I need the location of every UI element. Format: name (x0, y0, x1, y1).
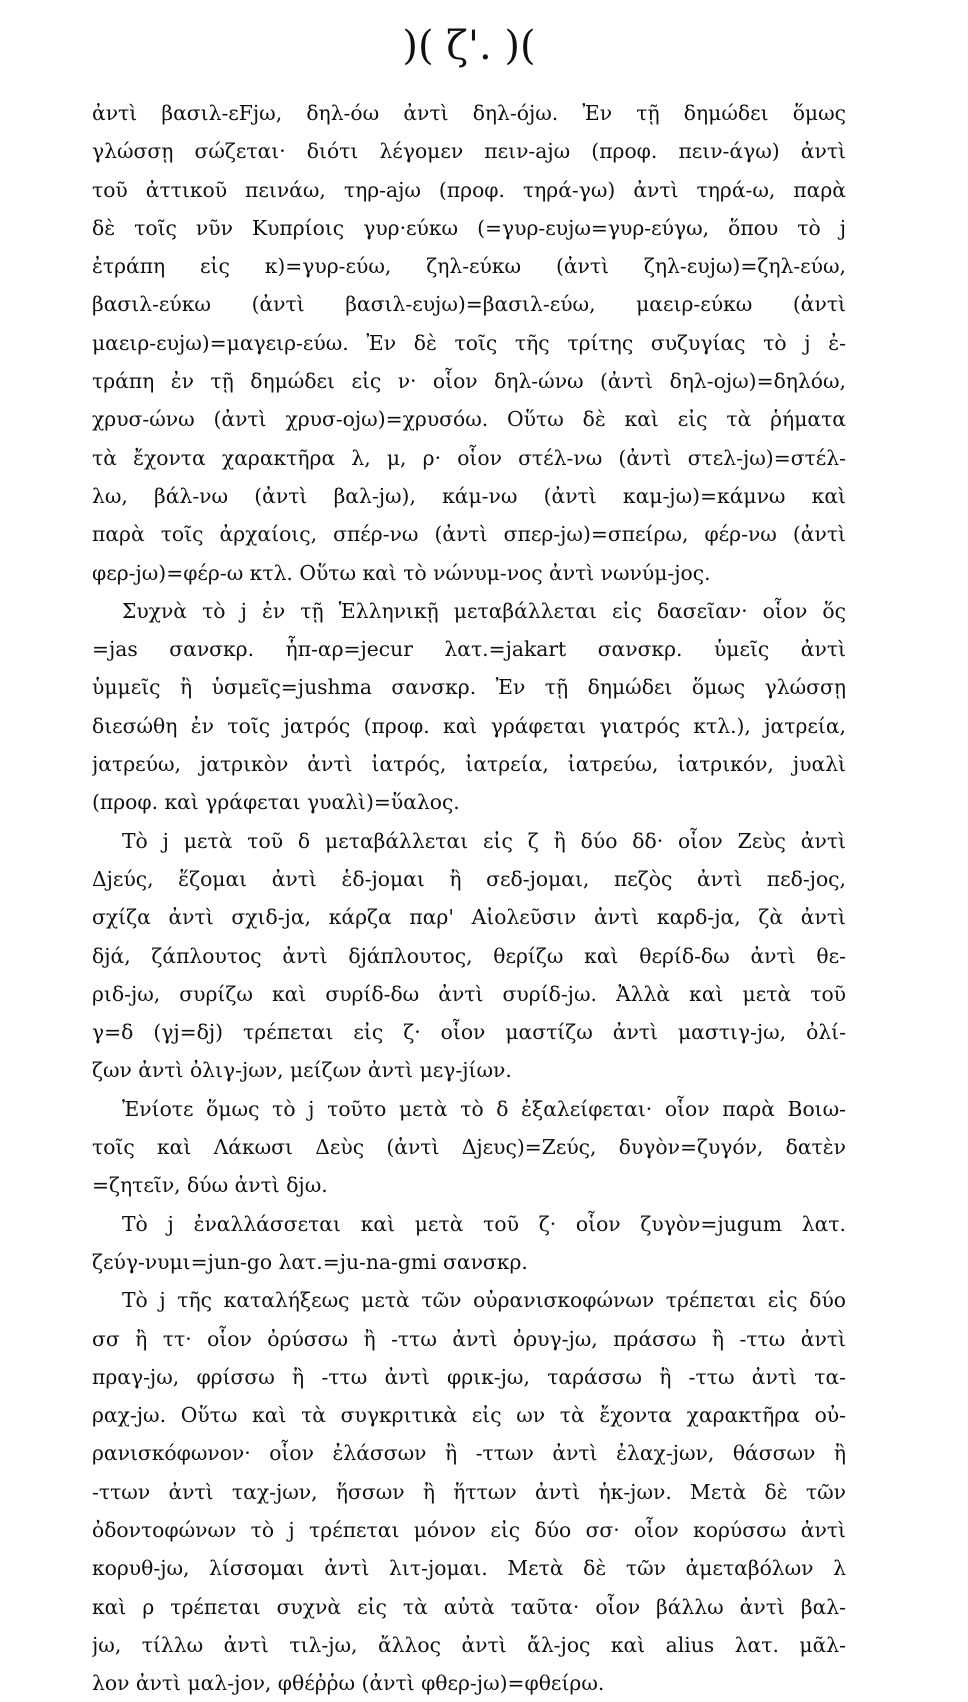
text-line: σχίζα ἀντὶ σχιδ-jα, κάρζα παρ' Αἰολεῦσιν ἀντὶ καρδ-jα, ζὰ ἀντὶ (92, 905, 846, 930)
text-line: λον ἀντὶ μαλ-jον, φθέῤῥω (ἀντὶ φθερ-jω)=φθείρω. (92, 1671, 605, 1696)
text-line: ραχ-jω. Οὕτω καὶ τὰ συγκριτικὰ εἰς ων τὰ ἔχοντα χαρακτῆρα οὐ- (92, 1403, 846, 1428)
text-line: (προφ. καὶ γράφεται γυαλὶ)=ὕαλος. (92, 790, 460, 815)
text-line: Ἐνίοτε ὅμως τὸ j τοῦτο μετὰ τὸ δ ἐξαλείφεται· οἷον παρὰ Βοιω- (122, 1096, 846, 1121)
text-line: τὰ ἔχοντα χαρακτῆρα λ, μ, ρ· οἷον στέλ-νω (ἀντὶ στελ-jω)=στέλ- (92, 445, 846, 470)
text-line: Συχνὰ τὸ j ἐν τῇ Ἑλληνικῇ μεταβάλλεται εἰς δασεῖαν· οἷον ὅς (122, 598, 846, 623)
text-line: τοῖς καὶ Λάκωσι Δεὺς (ἀντὶ Δjευς)=Ζεύς, δυγὸν=ζυγόν, δατὲν (92, 1135, 846, 1160)
text-line: παρὰ τοῖς ἀρχαίοις, σπέρ-νω (ἀντὶ σπερ-jω)=σπείρω, φέρ-νω (ἀντὶ (92, 522, 846, 547)
text-line: Τὸ j ἐναλλάσσεται καὶ μετὰ τοῦ ζ· οἷον ζυγὸν=jugum λατ. (122, 1211, 846, 1236)
text-line: ὀδοντοφώνων τὸ j τρέπεται μόνον εἰς δύο σσ· οἷον κορύσσω ἀντὶ (92, 1517, 846, 1542)
text-line: δjά, ζάπλουτος ἀντὶ δjάπλουτος, θερίζω καὶ θερίδ-δω ἀντὶ θε- (92, 943, 846, 968)
text-line: jατρεύω, jατρικὸν ἀντὶ ἰατρός, ἰατρεία, ἰατρεύω, ἰατρικόν, jυαλὶ (92, 752, 846, 777)
text-line: τοῦ ἀττικοῦ πεινάω, τηρ-ajω (προφ. τηρά-γω) ἀντὶ τηρά-ω, παρὰ (92, 177, 846, 202)
text-line: δὲ τοῖς νῦν Κυπρίοις γυρ·εύκω (=γυρ-ευjω=γυρ-εύγω, ὅπου τὸ j (92, 215, 846, 240)
text-line: γλώσσῃ σώζεται· διότι λέγομεν πειν-ajω (προφ. πειν-άγω) ἀντὶ (92, 139, 846, 164)
text-line: =jas σανσκρ. ἧπ-αρ=jecur λατ.=jakart σανσκρ. ὑμεῖς ἀντὶ (92, 637, 846, 662)
text-line: διεσώθη ἐν τοῖς jατρός (προφ. καὶ γράφεται γιατρός κτλ.), jατρεία, (92, 713, 846, 738)
text-line: χρυσ-ώνω (ἀντὶ χρυσ-οjω)=χρυσόω. Οὕτω δὲ καὶ εἰς τὰ ῥήματα (92, 407, 846, 432)
text-line: καὶ ρ τρέπεται συχνὰ εἰς τὰ αὐτὰ ταῦτα· οἷον βάλλω ἀντὶ βαλ- (92, 1594, 846, 1619)
text-line: φερ-jω)=φέρ-ω κτλ. Οὕτω καὶ τὸ νώνυμ-νος ἀντὶ νωνύμ-jος. (92, 560, 711, 585)
text-line: ζων ἀντὶ ὀλιγ-jων, μείζων ἀντὶ μεγ-jίων. (92, 1058, 512, 1083)
text-line: =ζητεῖν, δύω ἀντὶ δjω. (92, 1173, 328, 1198)
body-text (92, 94, 846, 1702)
text-line: τράπη ἐν τῇ δημώδει εἰς ν· οἷον δηλ-ώνω (ἀντὶ δηλ-οjω)=δηλόω, (92, 369, 846, 394)
text-line: ὑμμεῖς ἢ ὑσμεῖς=jushma σανσκρ. Ἐν τῇ δημώδει ὅμως γλώσσῃ (92, 675, 846, 700)
text-line: -ττων ἀντὶ ταχ-jων, ἥσσων ἢ ἥττων ἀντὶ ἡκ-jων. Μετὰ δὲ τῶν (92, 1479, 846, 1504)
text-line: ριδ-jω, συρίζω καὶ συρίδ-δω ἀντὶ συρίδ-jω. Ἀλλὰ καὶ μετὰ τοῦ (92, 981, 846, 1006)
text-line: ἀντὶ βασιλ-εFjω, δηλ-όω ἀντὶ δηλ-όjω. Ἐν τῇ δημώδει ὅμως (92, 101, 846, 125)
text-line: βασιλ-εύκω (ἀντὶ βασιλ-ευjω)=βασιλ-εύω, μαειρ-εύκω (ἀντὶ (92, 292, 846, 317)
text-line: Δjεύς, ἕζομαι ἀντὶ ἑδ-jομαι ἢ σεδ-jομαι, πεζὸς ἀντὶ πεδ-jος, (92, 866, 846, 891)
text-line: λω, βάλ-νω (ἀντὶ βαλ-jω), κάμ-νω (ἀντὶ καμ-jω)=κάμνω καὶ (92, 483, 846, 508)
text-line: πραγ-jω, φρίσσω ἢ -ττω ἀντὶ φρικ-jω, ταράσσω ἢ -ττω ἀντὶ τα- (92, 1364, 846, 1389)
text-line: μαειρ-ευjω)=μαγειρ-εύω. Ἐν δὲ τοῖς τῆς τρίτης συζυγίας τὸ j ἐ- (92, 330, 846, 355)
text-line: Τὸ j τῆς καταλήξεως μετὰ τῶν οὐρανισκοφώνων τρέπεται εἰς δύο (122, 1288, 846, 1313)
text-line: κορυθ-jω, λίσσομαι ἀντὶ λιτ-jομαι. Μετὰ δὲ τῶν ἀμεταβόλων λ (92, 1556, 846, 1581)
page-number: )( ζ'. )( (402, 23, 536, 69)
text-line: γ=δ (γj=δj) τρέπεται εἰς ζ· οἷον μαστίζω ἀντὶ μαστιγ-jω, ὀλί- (92, 1020, 846, 1045)
text-line: jω, τίλλω ἀντὶ τιλ-jω, ἄλλος ἀντὶ ἄλ-jος καὶ alius λατ. μᾶλ- (92, 1632, 846, 1657)
text-line: ἐτράπη εἰς κ)=γυρ-εύω, ζηλ-εύκω (ἀντὶ ζηλ-ευjω)=ζηλ-εύω, (92, 254, 846, 279)
text-line: ζεύγ-νυμι=jun-go λατ.=ju-na-gmi σανσκρ. (92, 1249, 528, 1274)
text-line: Τὸ j μετὰ τοῦ δ μεταβάλλεται εἰς ζ ἢ δύο δδ· οἷον Ζεὺς ἀντὶ (122, 828, 846, 853)
text-line: σσ ἢ ττ· οἷον ὀρύσσω ἢ -ττω ἀντὶ ὀρυγ-jω, πράσσω ἢ -ττω ἀντὶ (92, 1326, 846, 1351)
text-line: ρανισκόφωνον· οἷον ἐλάσσων ἢ -ττων ἀντὶ ἐλαχ-jων, θάσσων ἢ (92, 1441, 846, 1466)
